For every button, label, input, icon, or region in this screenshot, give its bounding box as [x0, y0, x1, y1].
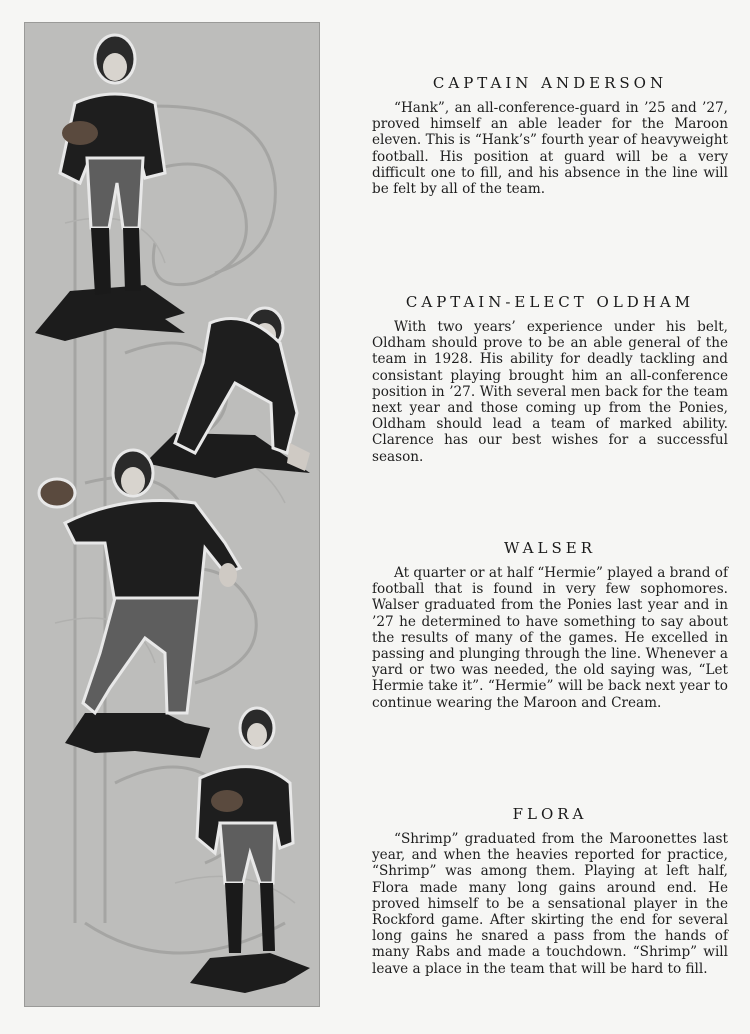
player-photo-anderson — [35, 35, 185, 341]
player-photo-walser — [39, 450, 240, 758]
paragraph-flora: “Shrimp” graduated from the Maroonettes last year, and when the heavies reported for practice, “Shrimp” was among them. Playing at left half, Flora made many long gains around end. He proved himself to be a sensational player in the Rockford game. After skirting the end for several long gains he snared a pass from the hands of many Rabs and made a touchdown. “Shrimp” will leave a place in the team that will be hard to fill. — [372, 831, 728, 977]
paragraph-oldham: With two years’ experience under his belt, Oldham should prove to be an able general of the team in 1928. His ability for deadly tackling and consistant playing brought him an all-conference position in ’27. With several men back for the team next year and those coming up from the Ponies, Oldham should lead a team of marked ability. Clarence has our best wishes for a successful season. — [372, 319, 728, 465]
heading-oldham: CAPTAIN-ELECT OLDHAM — [405, 293, 695, 311]
heading-walser: WALSER — [504, 539, 596, 557]
photo-panel — [24, 22, 320, 1007]
paragraph-walser: At quarter or at half “Hermie” played a brand of football that is found in very few sophomores. Walser graduated from the Ponies last year and in ’27 he determined to have something to say about the results of many of the games. He excelled in passing and plunging through the line. Whenever a yard or two was needed, the old saying was, “Let Hermie take it”. “Hermie” will be back next year to continue wearing the Maroon and Cream. — [372, 565, 728, 711]
player-photo-oldham — [145, 308, 310, 478]
ornament-background — [25, 23, 319, 1006]
paragraph-anderson: “Hank”, an all-conference-guard in ’25 and ’27, proved himself an able leader for the Maroon eleven. This is “Hank’s” fourth year of heavyweight football. His position at guard will be a very difficult one to fill, and his absence in the line will be felt by all of the team. — [372, 100, 728, 198]
section-anderson — [372, 74, 728, 197]
section-walser — [372, 539, 728, 711]
heading-flora: FLORA — [512, 805, 588, 823]
section-oldham — [372, 293, 728, 465]
section-flora — [372, 805, 728, 977]
heading-anderson: CAPTAIN ANDERSON — [432, 74, 668, 92]
